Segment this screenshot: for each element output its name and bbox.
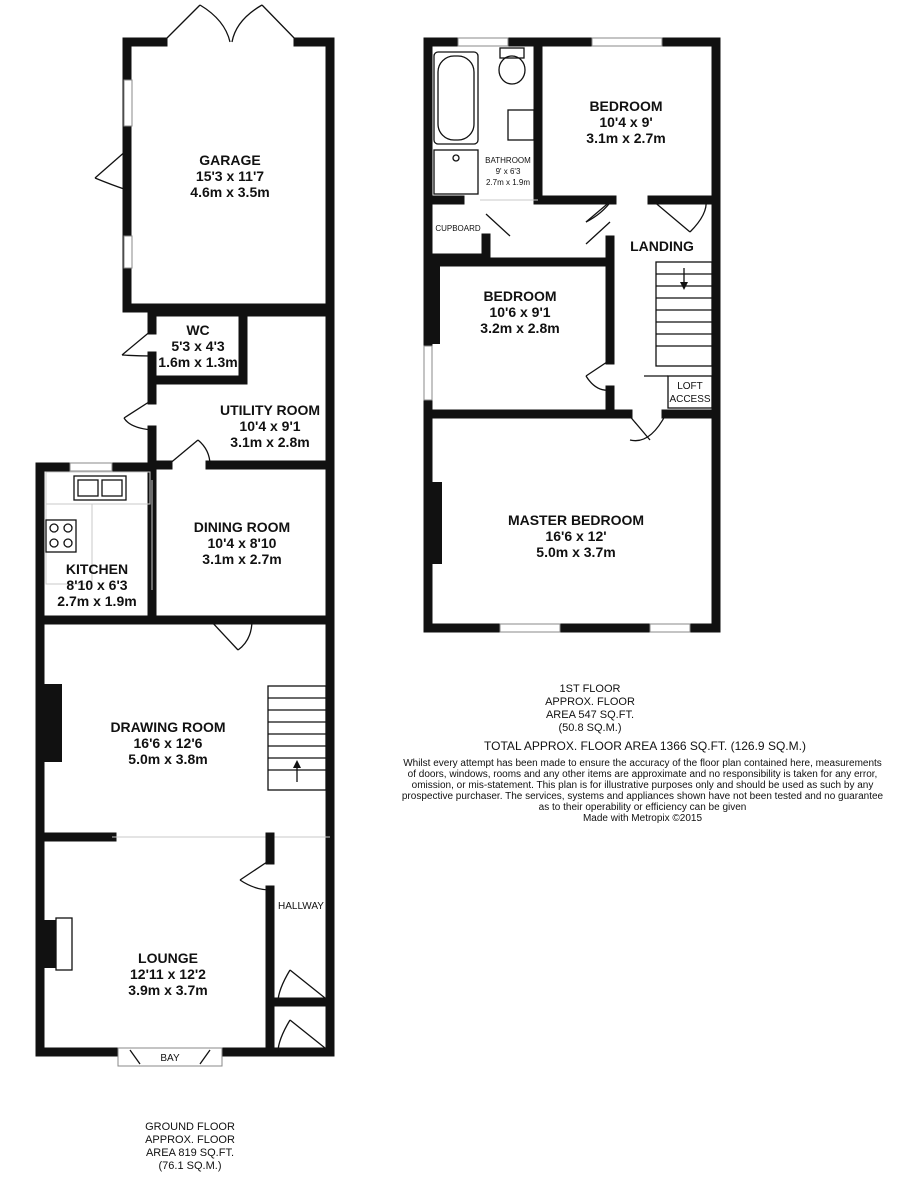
chimney-breast — [44, 684, 62, 762]
first-floor-summary-line: AREA 547 SQ.FT. — [545, 709, 635, 721]
bay-label: BAY — [160, 1053, 180, 1064]
utility-name: UTILITY ROOM — [219, 402, 321, 418]
disclaimer-line: of doors, windows, rooms and any other items are approximate and no responsibility is taken for any error, — [407, 769, 878, 780]
drawing-lounge-block — [40, 620, 330, 1066]
bathroom-room — [434, 42, 716, 200]
kitchen-name: KITCHEN — [65, 561, 129, 577]
lounge-dim-imperial: 12'11 x 12'2 — [130, 966, 206, 982]
disclaimer-line: Made with Metropix ©2015 — [582, 813, 703, 824]
landing-staircase — [656, 262, 712, 366]
basin — [508, 110, 534, 140]
disclaimer-line: Whilst every attempt has been made to ensure the accuracy of the floor plan contained here, measurements — [403, 758, 882, 769]
lounge-name: LOUNGE — [138, 950, 198, 966]
first-floor-summary-line: 1ST FLOOR — [559, 683, 621, 695]
dining-dim-imperial: 10'4 x 8'10 — [207, 535, 277, 551]
staircase — [268, 686, 326, 790]
utility-wc-block — [122, 312, 330, 465]
drawing-dim-imperial: 16'6 x 12'6 — [133, 735, 203, 751]
stair-arrow-icon — [680, 268, 688, 290]
bay-window — [118, 1048, 222, 1066]
drawing-dim-metric: 5.0m x 3.8m — [128, 751, 208, 767]
wc-name: WC — [186, 322, 210, 338]
drawing-name: DRAWING ROOM — [110, 719, 226, 735]
loft-label-line1: LOFT — [677, 381, 703, 392]
utility-dim-imperial: 10'4 x 9'1 — [239, 418, 301, 434]
disclaimer — [385, 758, 900, 824]
dining-dim-metric: 3.1m x 2.7m — [202, 551, 282, 567]
bath-icon — [434, 52, 478, 144]
ground-floor-plan — [40, 5, 330, 1066]
bathroom-name: BATHROOM — [485, 156, 531, 165]
cupboard — [428, 200, 510, 258]
disclaimer-line: as to their operability or efficiency can be given — [538, 802, 747, 813]
ground-floor-summary-line: (76.1 SQ.M.) — [158, 1160, 222, 1172]
master-dim-metric: 5.0m x 3.7m — [536, 544, 616, 560]
ground-floor-summary-line: AREA 819 SQ.FT. — [145, 1147, 235, 1159]
first-floor-summary — [510, 683, 670, 735]
bedroom-front-room — [586, 98, 706, 232]
bedroom-mid-dim-metric: 3.2m x 2.8m — [480, 320, 560, 336]
kitchen-dining-block — [40, 463, 330, 650]
utility-dim-metric: 3.1m x 2.8m — [230, 434, 310, 450]
bedroom-mid-dim-imperial: 10'6 x 9'1 — [489, 304, 551, 320]
bedroom-mid-name: BEDROOM — [483, 288, 557, 304]
bathroom-dim-imperial: 9' x 6'3 — [495, 167, 521, 176]
total-area-text: TOTAL APPROX. FLOOR AREA 1366 SQ.FT. (126.9 SQ.M.) — [484, 739, 806, 753]
bedroom-front-dim-metric: 3.1m x 2.7m — [586, 130, 666, 146]
wc-dim-metric: 1.6m x 1.3m — [158, 354, 238, 370]
sink-icon — [74, 476, 126, 500]
dining-name: DINING ROOM — [193, 519, 291, 535]
bedroom-front-name: BEDROOM — [589, 98, 663, 114]
garage-name: GARAGE — [199, 152, 261, 168]
cupboard-label: CUPBOARD — [435, 224, 481, 233]
kitchen-dim-imperial: 8'10 x 6'3 — [66, 577, 128, 593]
landing-label: LANDING — [630, 238, 694, 254]
shower-icon — [434, 150, 478, 194]
bathroom-dim-metric: 2.7m x 1.9m — [485, 178, 531, 187]
loft-label-line2: ACCESS — [669, 394, 711, 405]
lounge-dim-metric: 3.9m x 3.7m — [128, 982, 208, 998]
garage-dim-metric: 4.6m x 3.5m — [190, 184, 270, 200]
hob-icon — [46, 520, 76, 552]
first-floor-plan — [424, 38, 716, 632]
master-name: MASTER BEDROOM — [507, 512, 645, 528]
master-bedroom-room — [432, 482, 644, 564]
ground-floor-summary-line: APPROX. FLOOR — [145, 1134, 235, 1146]
first-floor-summary-line: APPROX. FLOOR — [545, 696, 635, 708]
stair-arrow-icon — [293, 760, 301, 782]
garage-room — [95, 5, 330, 308]
first-floor-summary-line: (50.8 SQ.M.) — [558, 722, 622, 734]
total-area — [440, 740, 850, 753]
ground-floor-summary-line: GROUND FLOOR — [145, 1121, 235, 1133]
hallway-label: HALLWAY — [278, 901, 324, 912]
bedroom-front-dim-imperial: 10'4 x 9' — [599, 114, 653, 130]
disclaimer-line: omission, or mis-statement. This plan is for illustrative purposes only and should be used as such by any — [411, 780, 874, 791]
wc-dim-imperial: 5'3 x 4'3 — [171, 338, 225, 354]
toilet-icon — [499, 48, 525, 84]
disclaimer-line: prospective purchaser. The services, systems and appliances shown have not been tested and no guarantee — [401, 791, 884, 802]
garage-dim-imperial: 15'3 x 11'7 — [195, 168, 265, 184]
kitchen-dim-metric: 2.7m x 1.9m — [57, 593, 137, 609]
ground-floor-summary — [110, 1121, 270, 1173]
master-dim-imperial: 16'6 x 12' — [545, 528, 607, 544]
